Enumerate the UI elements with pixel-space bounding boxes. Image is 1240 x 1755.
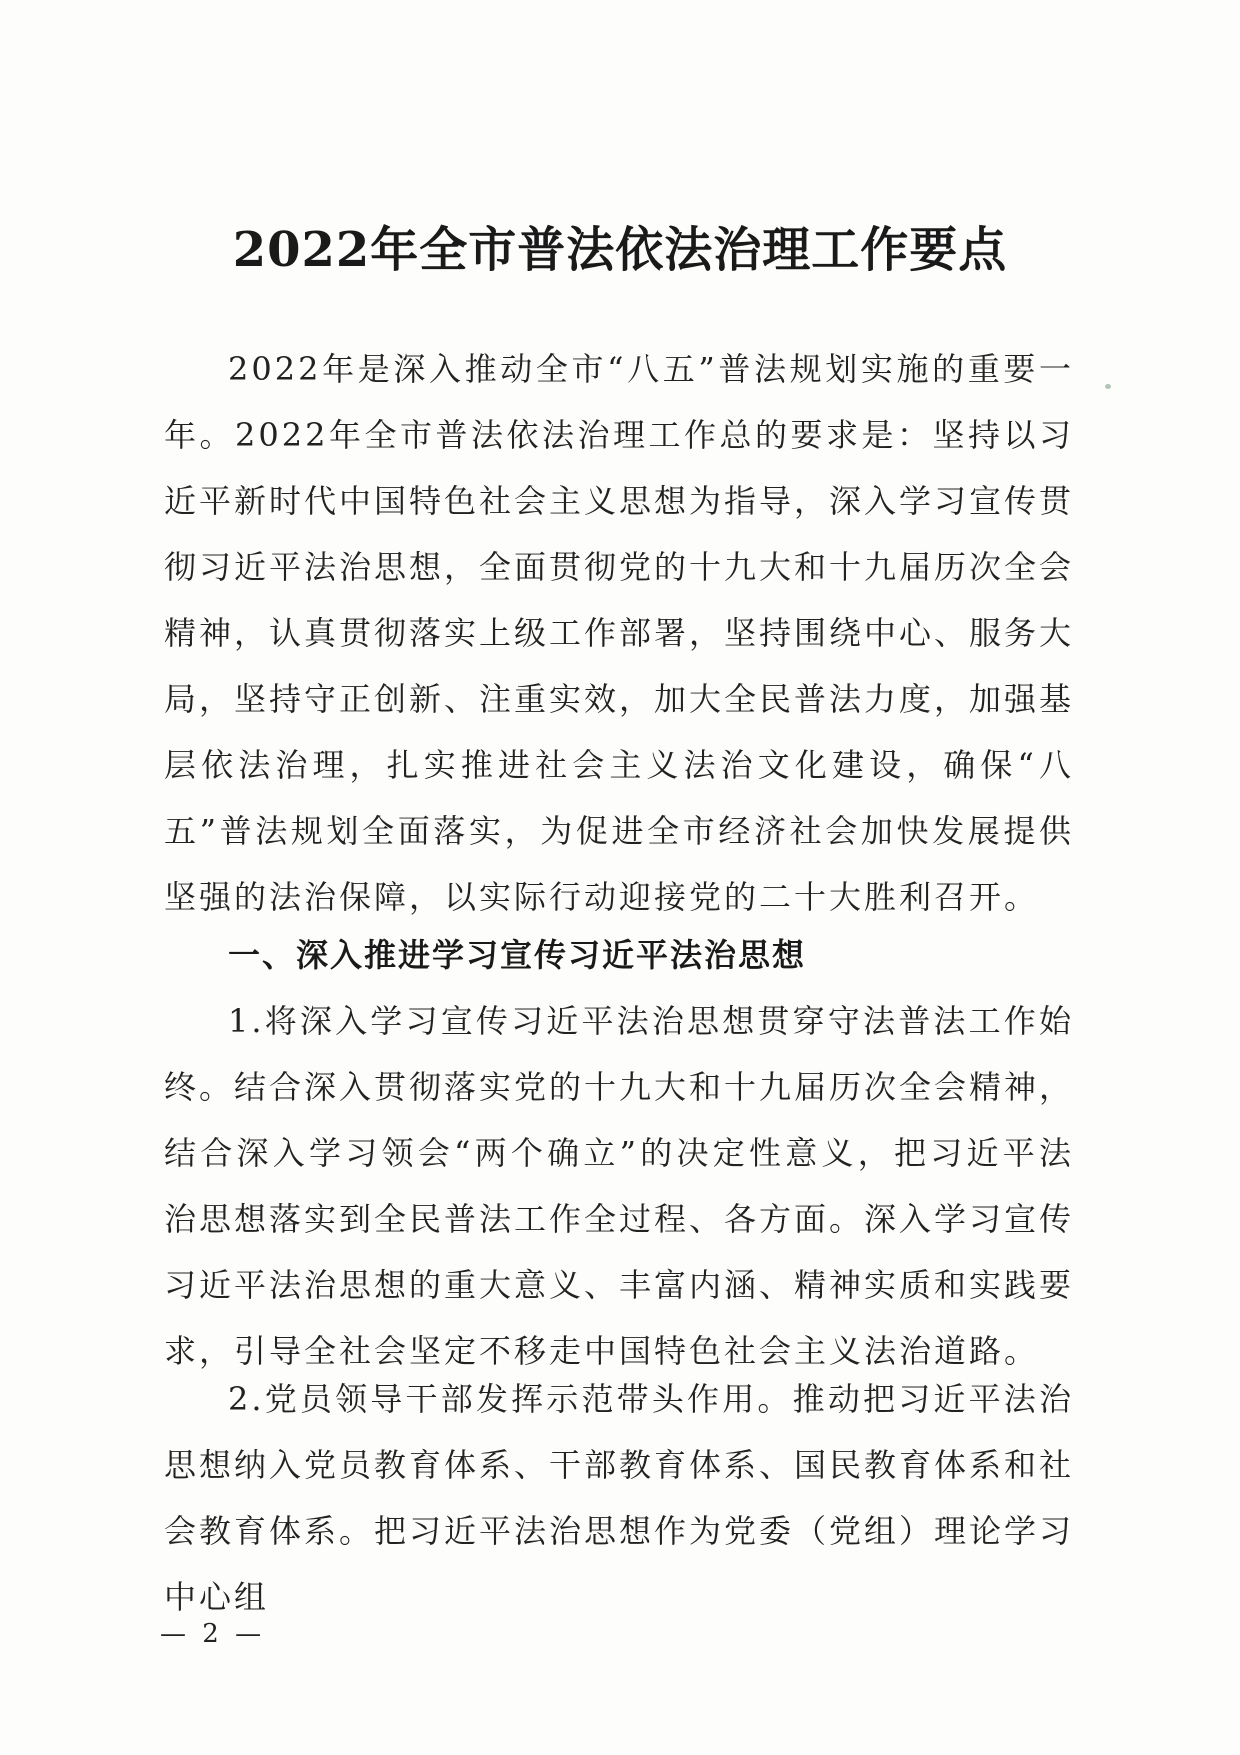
scan-speck bbox=[1105, 384, 1111, 389]
item-paragraph-1: 1.将深入学习宣传习近平法治思想贯穿守法普法工作始终。结合深入贯彻落实党的十九大和十九届历次全会精神，结合深入学习领会“两个确立”的决定性意义，把习近平法治思想落实到全民普法工作全过程、各方面。深入学习宣传习近平法治思想的重大意义、丰富内涵、精神实质和实践要求，引导全社会坚定不移走中国特色社会主义法治道路。 bbox=[164, 1002, 1075, 1370]
item-paragraph-2: 2.党员领导干部发挥示范带头作用。推动把习近平法治思想纳入党员教育体系、干部教育体系、国民教育体系和社会教育体系。把习近平法治思想作为党委（党组）理论学习中心组 bbox=[164, 1380, 1075, 1616]
page-number: — 2 — bbox=[160, 1619, 266, 1649]
intro-paragraph: 2022年是深入推动全市“八五”普法规划实施的重要一年。2022年全市普法依法治理工作总的要求是：坚持以习近平新时代中国特色社会主义思想为指导，深入学习宣传贯彻习近平法治思想，全面贯彻党的十九大和十九届历次全会精神，认真贯彻落实上级工作部署，坚持围绕中心、服务大局，坚持守正创新、注重实效，加大全民普法力度，加强基层依法治理，扎实推进社会主义法治文化建设，确保“八五”普法规划全面落实，为促进全市经济社会加快发展提供坚强的法治保障，以实际行动迎接党的二十大胜利召开。 bbox=[164, 350, 1075, 916]
document-title: 2022年全市普法依法治理工作要点 bbox=[232, 222, 1008, 279]
section-heading-1: 一、深入推进学习宣传习近平法治思想 bbox=[228, 936, 807, 974]
